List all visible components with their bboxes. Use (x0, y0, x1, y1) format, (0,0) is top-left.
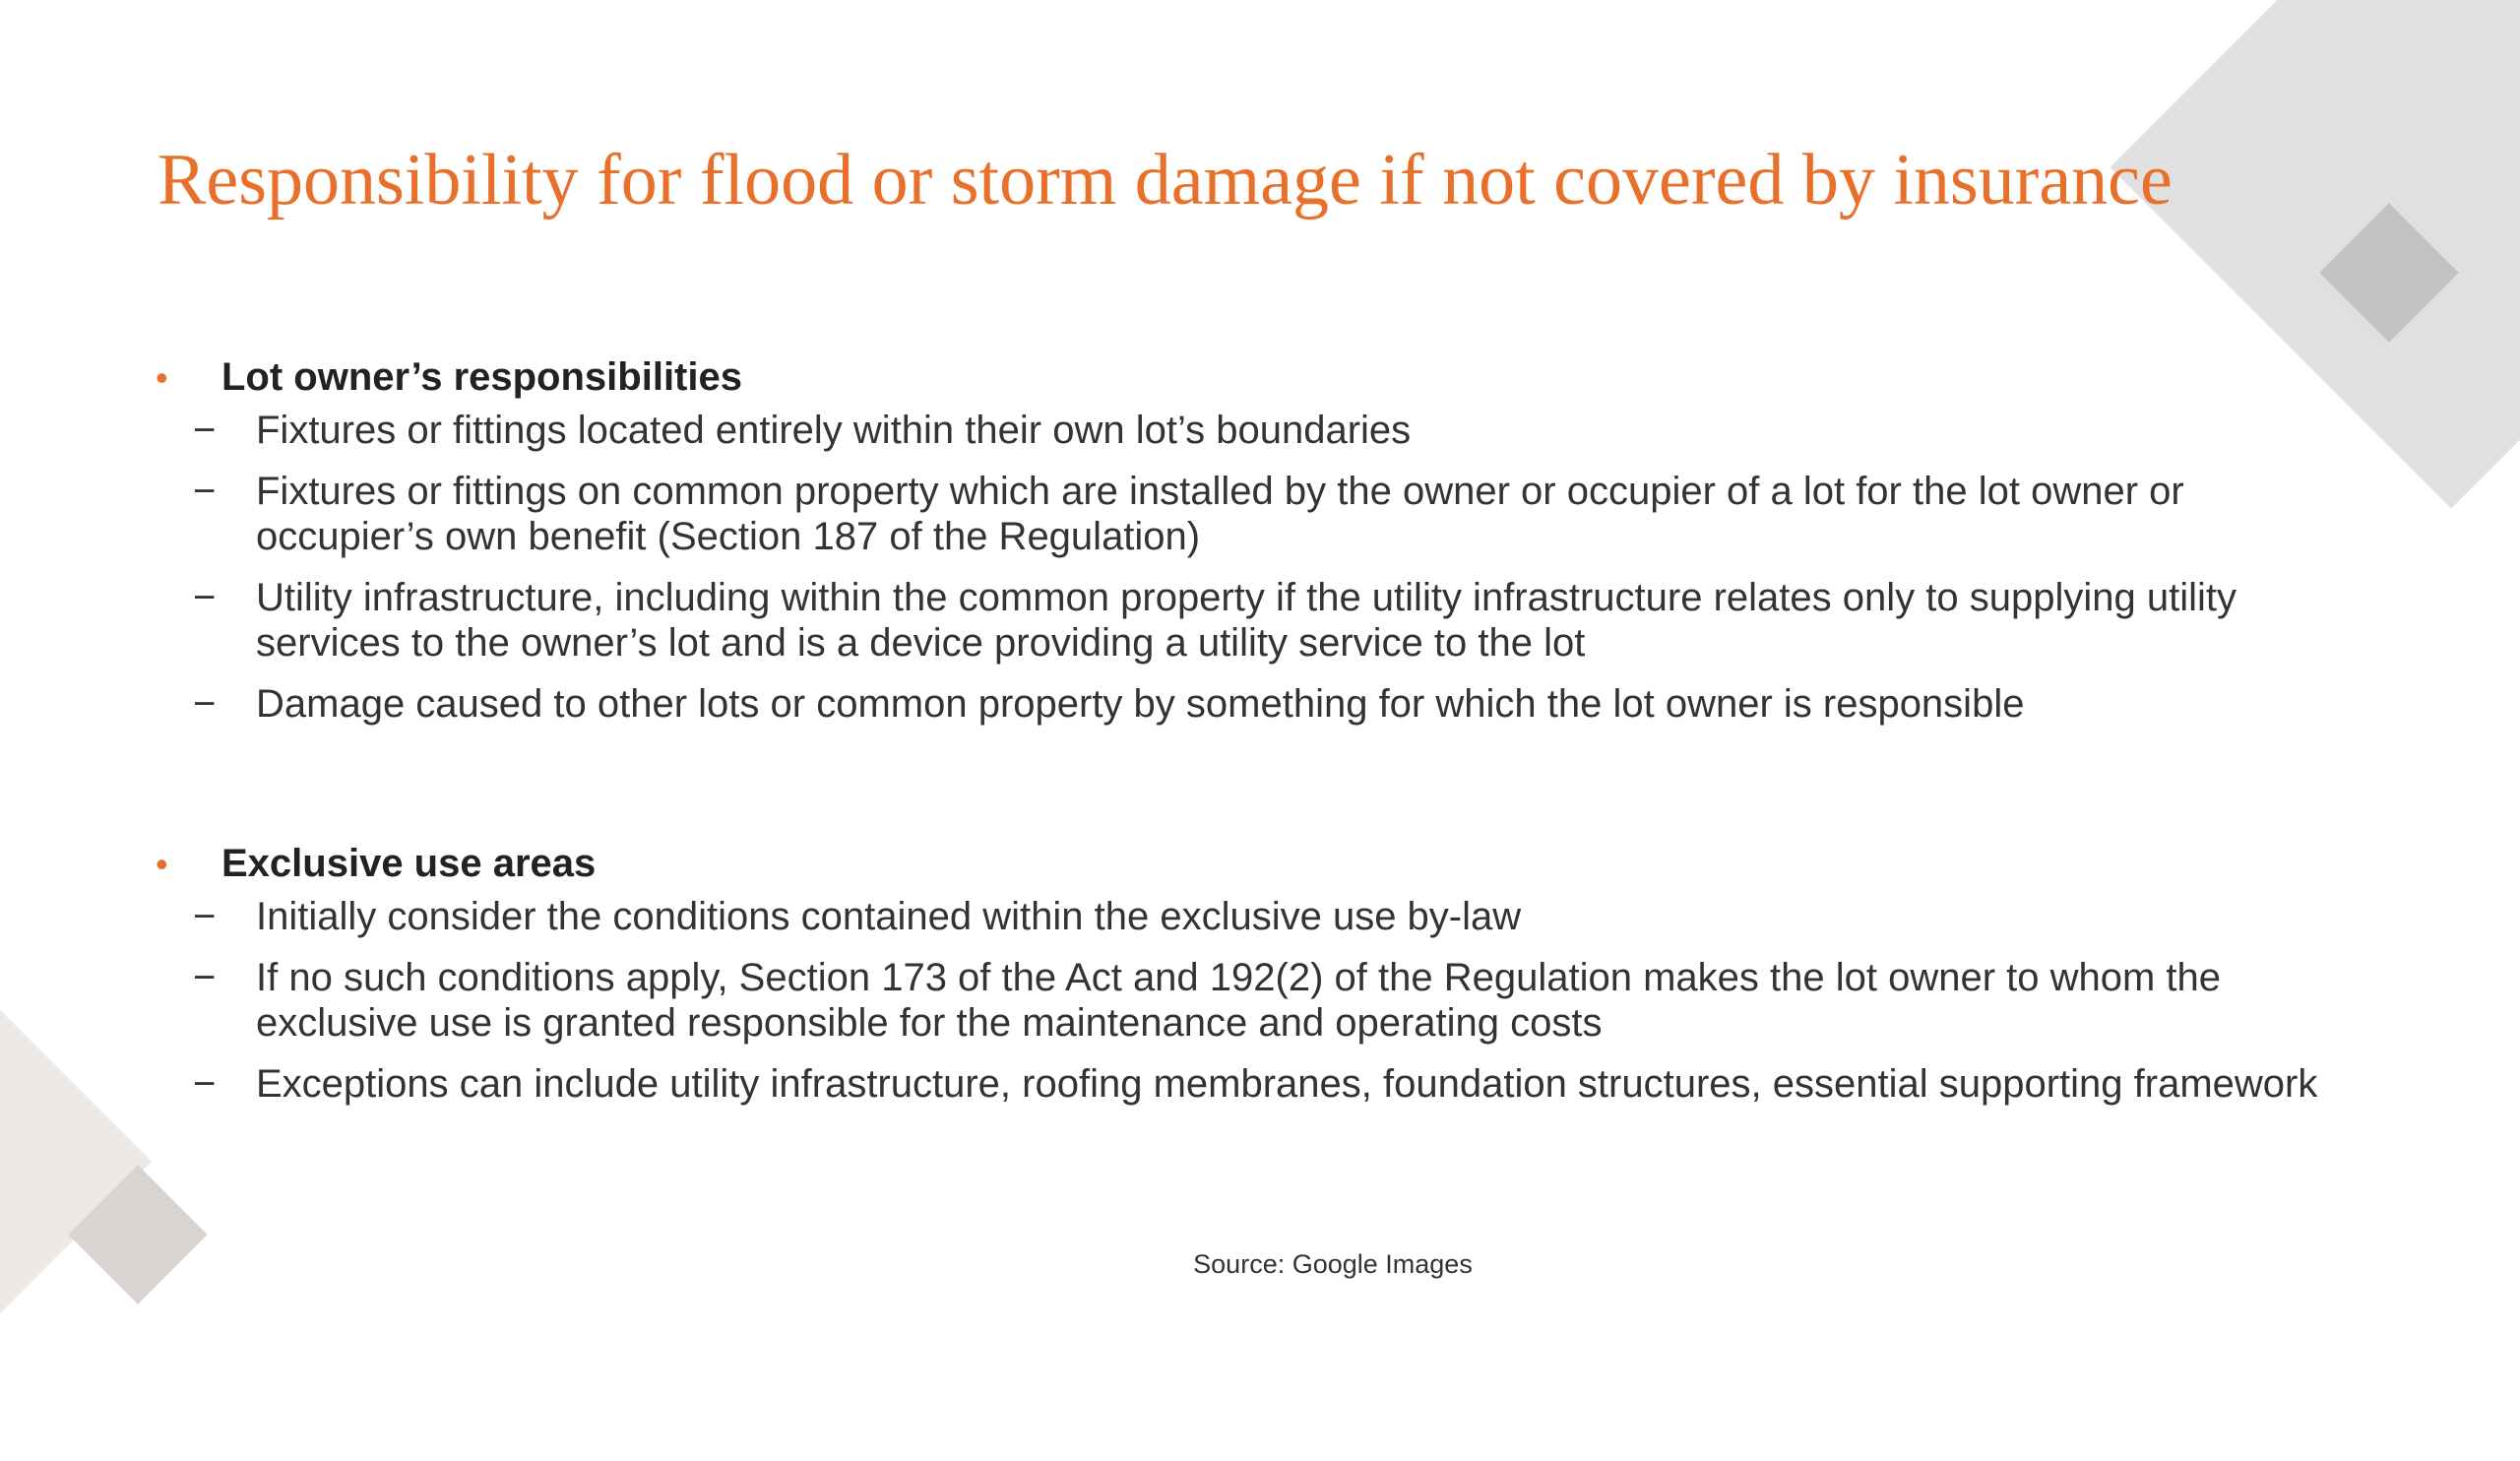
list-item (0, 575, 2520, 666)
section-heading-row (0, 837, 2520, 894)
dash-icon: − (193, 409, 217, 452)
list-item (0, 469, 2520, 559)
list-item (0, 681, 2520, 727)
list-item-text: Utility infrastructure, including within the common property if the utility infrastructure relates only to supplying utility services to the owner’s lot and is a device providing a utility service to the lot (256, 576, 2236, 665)
dash-icon: − (193, 576, 217, 619)
sub-list (0, 894, 2520, 1107)
list-item (0, 955, 2520, 1046)
bullet-icon: • (156, 844, 168, 884)
dash-icon: − (193, 956, 217, 999)
list-item (0, 894, 2520, 939)
dash-icon: − (193, 895, 217, 938)
slide-title: Responsibility for flood or storm damage if not covered by insurance (158, 140, 2173, 221)
list-item (0, 408, 2520, 453)
dash-icon: − (193, 470, 217, 513)
sub-list (0, 408, 2520, 727)
list-item-text: Damage caused to other lots or common property by something for which the lot owner is responsible (256, 682, 2025, 726)
list-item (0, 1061, 2520, 1107)
list-item-text: Exceptions can include utility infrastructure, roofing membranes, foundation structures, essential supporting framework (256, 1062, 2318, 1106)
section-heading: Exclusive use areas (221, 842, 597, 885)
list-item-text: Fixtures or fittings located entirely within their own lot’s boundaries (256, 409, 1412, 452)
section-heading: Lot owner’s responsibilities (221, 355, 742, 399)
dash-icon: − (193, 682, 217, 726)
bullet-icon: • (156, 357, 168, 398)
section-heading-row (0, 350, 2520, 408)
source-caption: Source: Google Images (1193, 1249, 1473, 1279)
section-lot-owner-responsibilities (0, 350, 2520, 742)
list-item-text: Initially consider the conditions contained within the exclusive use by-law (256, 895, 1522, 938)
list-item-text: If no such conditions apply, Section 173 of the Act and 192(2) of the Regulation makes the lot owner to whom the exclusive use is granted responsible for the maintenance and operating costs (256, 956, 2222, 1045)
dash-icon: − (193, 1062, 217, 1106)
section-exclusive-use-areas (0, 837, 2520, 1122)
list-item-text: Fixtures or fittings on common property which are installed by the owner or occupier of a lot for the lot owner or occupier’s own benefit (Section 187 of the Regulation) (256, 470, 2184, 558)
